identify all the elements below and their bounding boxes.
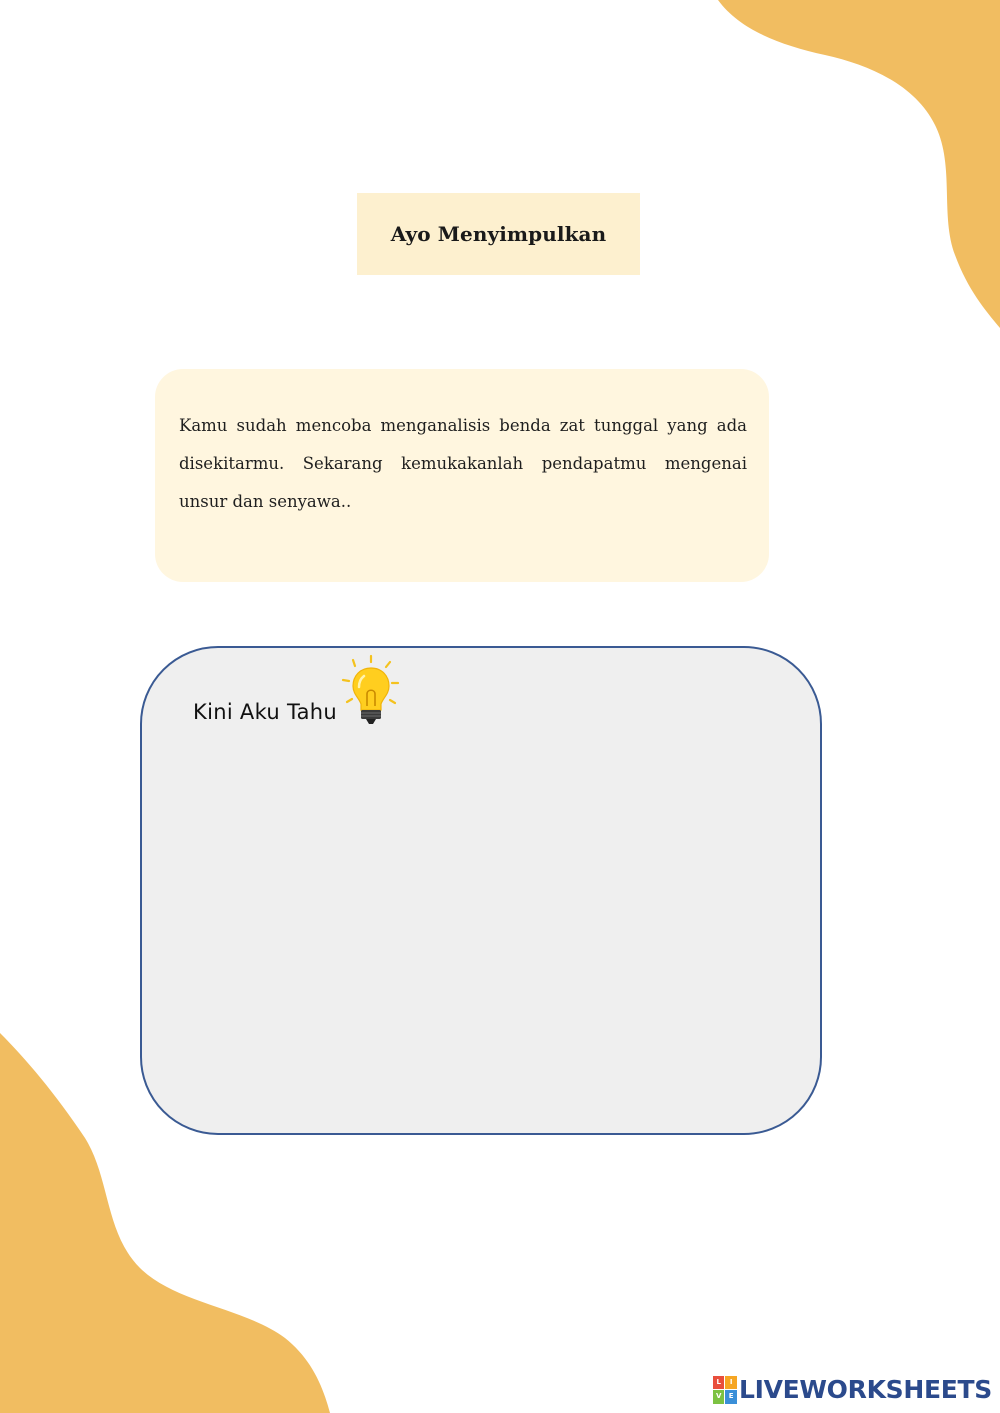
- answer-input[interactable]: [192, 748, 766, 1092]
- liveworksheets-logo: [713, 1376, 737, 1404]
- logo-letter-l: L: [713, 1376, 725, 1390]
- logo-letter-e: E: [725, 1390, 737, 1404]
- decorative-blob-top-right: [710, 0, 1000, 330]
- logo-letter-v: V: [713, 1390, 725, 1404]
- lightbulb-icon: [340, 654, 402, 730]
- page-title: Ayo Menyimpulkan: [390, 222, 607, 246]
- instruction-text: Kamu sudah mencoba menganalisis benda zat tunggal yang ada disekitarmu. Sekarang kemukakanlah pendapatmu mengenai unsur dan senyawa..: [179, 416, 747, 511]
- answer-box[interactable]: [140, 646, 822, 1135]
- logo-letter-i: I: [725, 1376, 737, 1390]
- brand-name: LIVEWORKSHEETS: [738, 1375, 992, 1404]
- liveworksheets-brand: [713, 1375, 992, 1404]
- answer-heading: Kini Aku Tahu: [193, 700, 338, 724]
- title-banner: [357, 193, 640, 275]
- instruction-panel: [155, 369, 769, 582]
